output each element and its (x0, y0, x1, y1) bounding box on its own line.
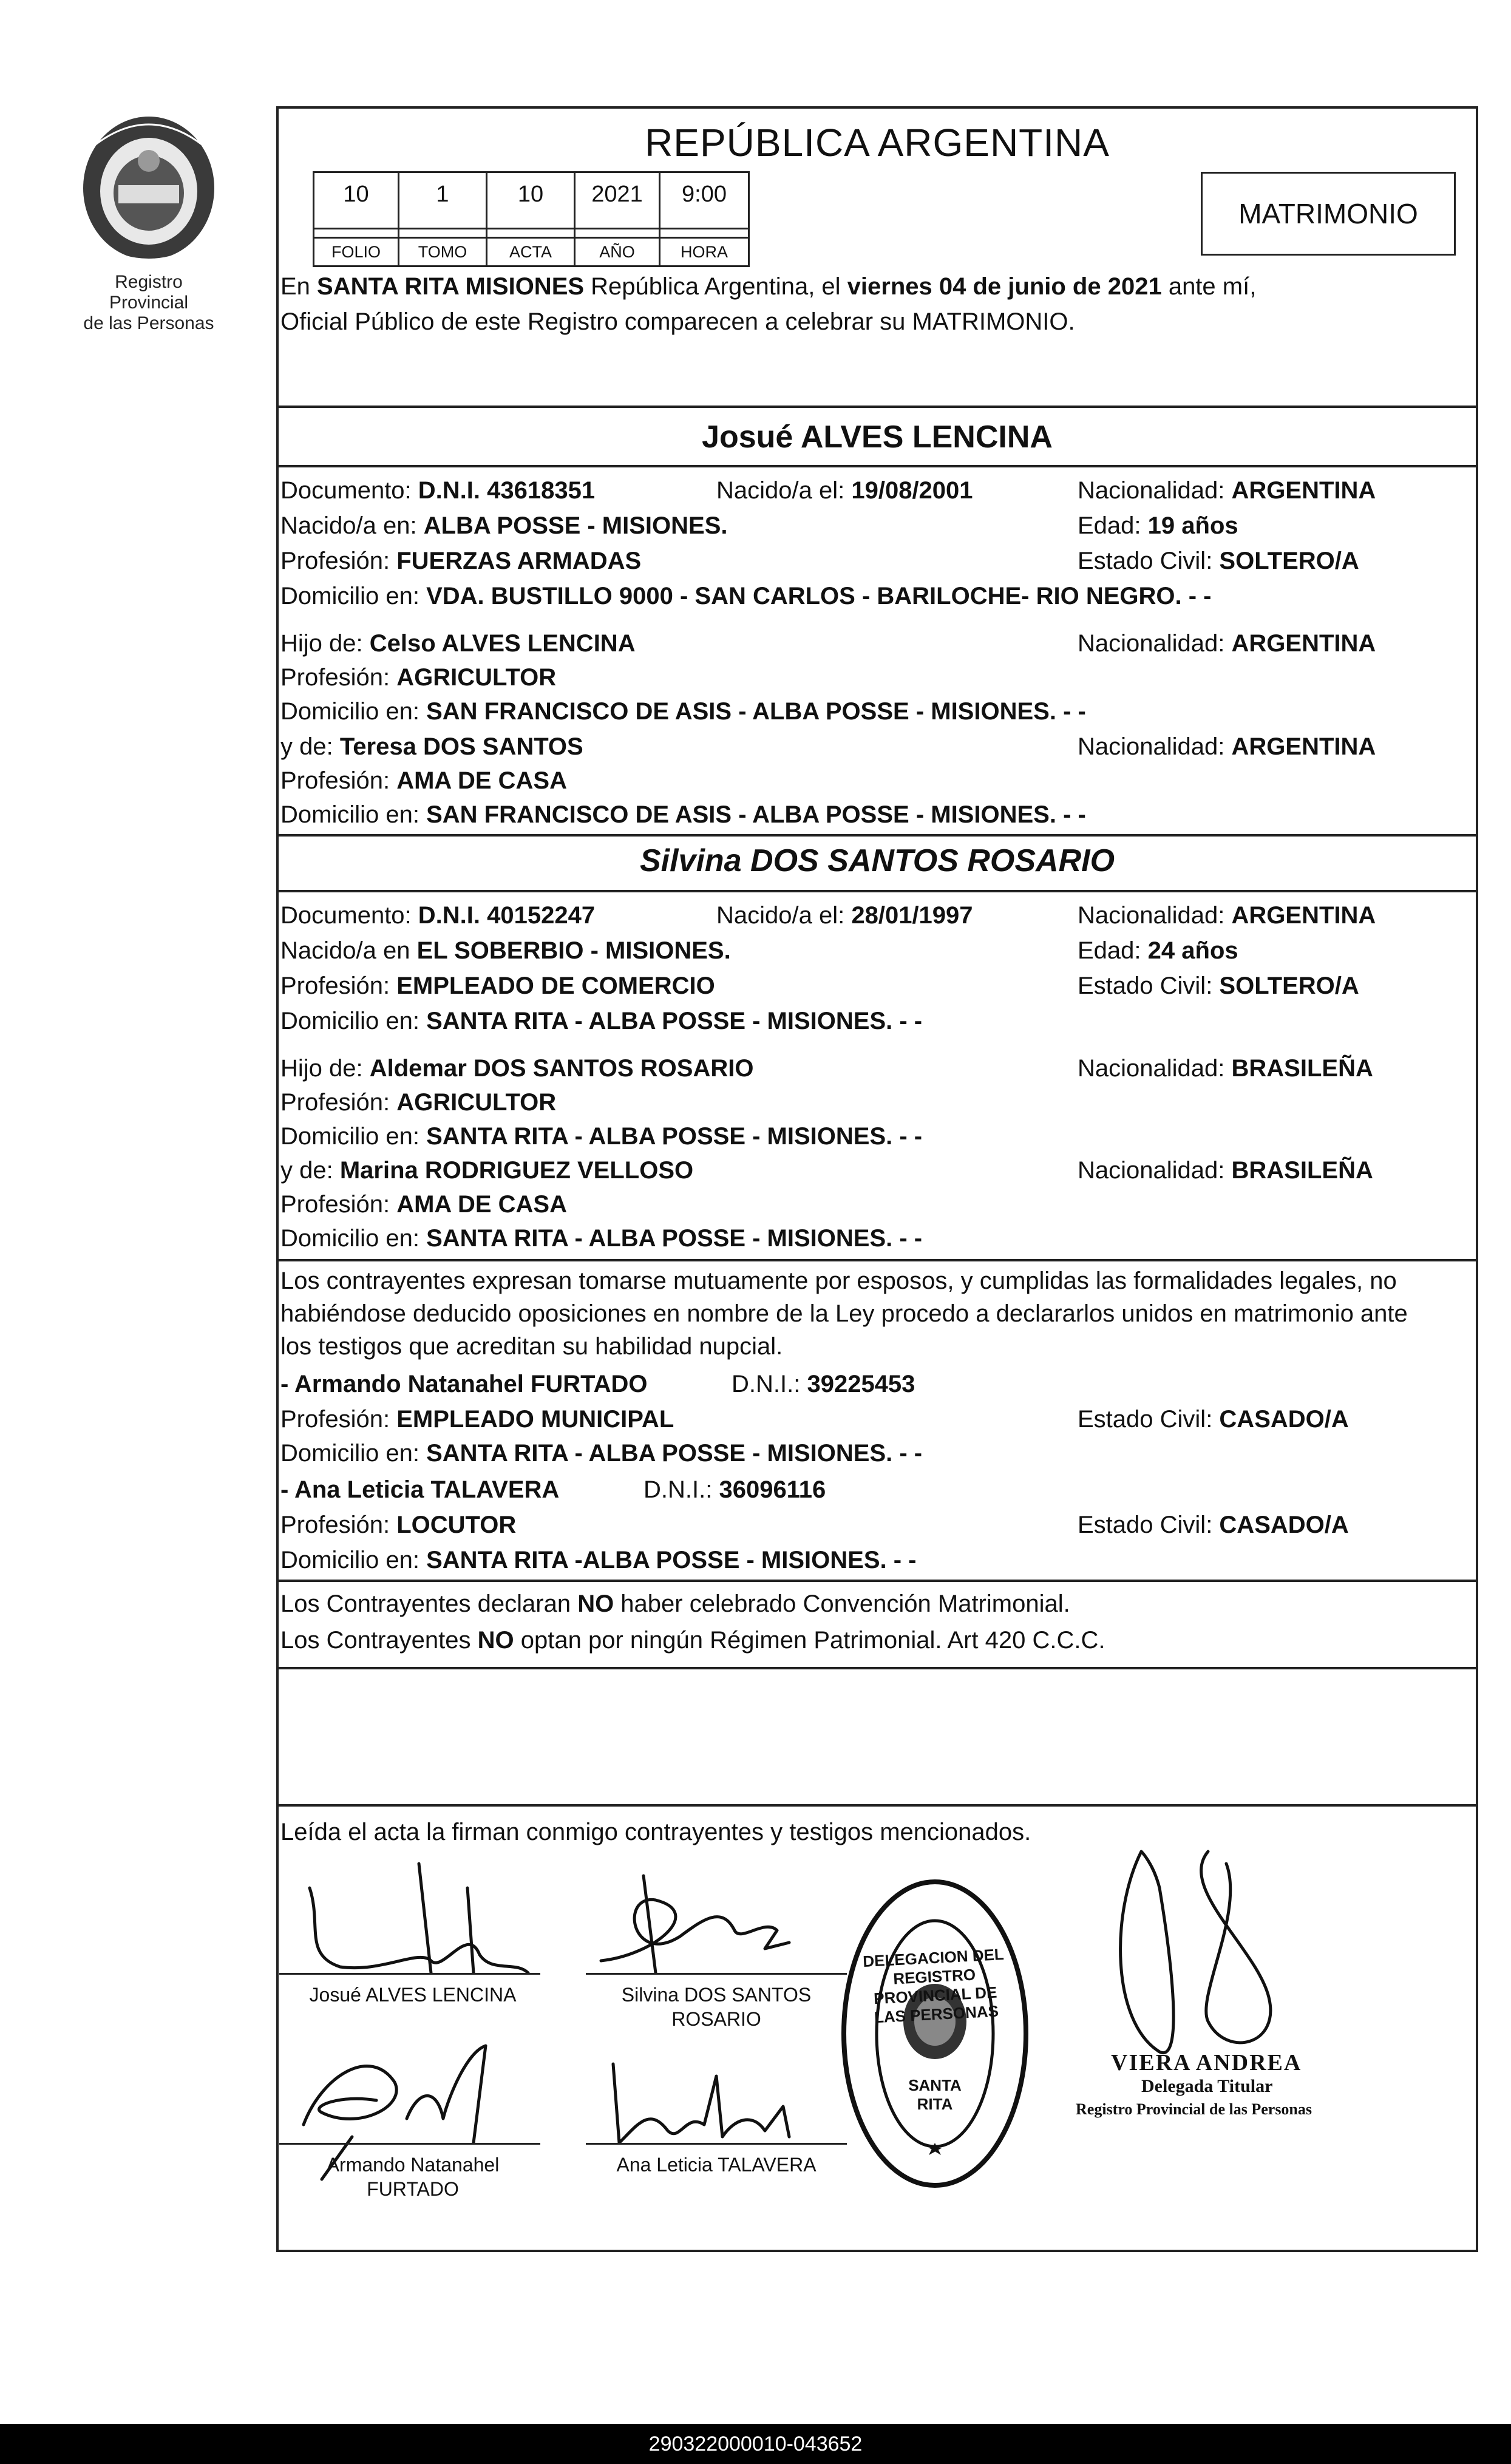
signature-spouse1-label: Josué ALVES LENCINA (309, 1984, 517, 2006)
hora-cell (660, 173, 748, 265)
spouse2-profession: Profesión: EMPLEADO DE COMERCIO (280, 972, 715, 999)
spouse2-age: Edad: 24 años (1078, 937, 1238, 964)
divider (276, 406, 1478, 408)
spouse1-document: Documento: D.N.I. 43618351 (280, 477, 596, 504)
official-role: Delegada Titular (1141, 2076, 1273, 2096)
spouse1-nationality: Nacionalidad: ARGENTINA (1078, 477, 1376, 504)
acta-cell (487, 173, 576, 265)
signature-line (586, 1973, 847, 1975)
spouse2-father-address: Domicilio en: SANTA RITA - ALBA POSSE - MISIONES. - - (280, 1123, 923, 1150)
witness2-address: Domicilio en: SANTA RITA -ALBA POSSE - MISIONES. - - (280, 1547, 917, 1573)
logo-caption-line1: Registro Provincial (109, 272, 189, 313)
logo-caption-line2: de las Personas (83, 313, 214, 333)
document-title: REPÚBLICA ARGENTINA (645, 121, 1110, 165)
spouse2-father-profession: Profesión: AGRICULTOR (280, 1089, 557, 1116)
spouse2-mother-address: Domicilio en: SANTA RITA - ALBA POSSE - MISIONES. - - (280, 1225, 923, 1252)
hora-value: 9:00 (682, 182, 727, 207)
acta-value: 10 (517, 182, 544, 207)
witness2-profession: Profesión: LOCUTOR (280, 1512, 517, 1538)
divider (276, 1580, 1478, 1582)
document-code-bar: 290322000010-043652 (0, 2424, 1511, 2464)
spouse1-father-address: Domicilio en: SAN FRANCISCO DE ASIS - ALBA POSSE - MISIONES. - - (280, 698, 1086, 725)
witness2-dni: D.N.I.: 36096116 (643, 1476, 826, 1503)
signature-spouse2-label: Silvina DOS SANTOS ROSARIO (621, 1984, 812, 2030)
logo-caption (76, 272, 222, 334)
spouse2-birthplace: Nacido/a en EL SOBERBIO - MISIONES. (280, 937, 731, 964)
acta-label: ACTA (487, 237, 574, 265)
declaration-line1: Los contrayentes expresan tomarse mutuamente por esposos, y cumplidas las formalidades legales, no (280, 1268, 1397, 1294)
spouse1-address: Domicilio en: VDA. BUSTILLO 9000 - SAN CARLOS - BARILOCHE- RIO NEGRO. - - (280, 583, 1212, 609)
witness1-address: Domicilio en: SANTA RITA - ALBA POSSE - MISIONES. - - (280, 1440, 923, 1467)
folio-label: FOLIO (314, 237, 398, 265)
signature-line (586, 2143, 847, 2145)
spouse2-civil-status: Estado Civil: SOLTERO/A (1078, 972, 1359, 999)
official-stamp (838, 1876, 1032, 2191)
spouse1-name: Josué ALVES LENCINA (702, 419, 1053, 455)
tomo-label: TOMO (399, 237, 486, 265)
spouse2-birthdate: Nacido/a el: 28/01/1997 (716, 902, 973, 929)
spouse1-birthdate: Nacido/a el: 19/08/2001 (716, 477, 973, 504)
signature-witness2-label: Ana Leticia TALAVERA (616, 2154, 817, 2176)
stamp-inner-text: SANTA RITA (908, 2076, 962, 2113)
folio-value: 10 (343, 182, 369, 207)
hora-label: HORA (660, 237, 748, 265)
signature-witness2 (583, 2052, 813, 2155)
spouse1-father-nationality: Nacionalidad: ARGENTINA (1078, 630, 1376, 657)
spouse1-profession: Profesión: FUERZAS ARMADAS (280, 548, 642, 574)
official-org: Registro Provincial de las Personas (1076, 2100, 1312, 2118)
spouse1-mother: y de: Teresa DOS SANTOS (280, 733, 583, 760)
spouse2-mother-profession: Profesión: AMA DE CASA (280, 1191, 567, 1218)
signature-official (1087, 1839, 1305, 2070)
divider (276, 465, 1478, 467)
witness1-profession: Profesión: EMPLEADO MUNICIPAL (280, 1406, 674, 1433)
declaration-line3: los testigos que acreditan su habilidad nupcial. (280, 1333, 783, 1360)
signature-spouse2 (583, 1864, 813, 1979)
certificate-type: MATRIMONIO (1201, 172, 1456, 256)
spouse2-mother-nationality: Nacionalidad: BRASILEÑA (1078, 1157, 1373, 1184)
witness1-civil-status: Estado Civil: CASADO/A (1078, 1406, 1349, 1433)
spouse1-mother-nationality: Nacionalidad: ARGENTINA (1078, 733, 1376, 760)
spouse2-father-nationality: Nacionalidad: BRASILEÑA (1078, 1055, 1373, 1082)
spouse2-nationality: Nacionalidad: ARGENTINA (1078, 902, 1376, 929)
registry-logo (76, 109, 222, 334)
spouse2-father: Hijo de: Aldemar DOS SANTOS ROSARIO (280, 1055, 754, 1082)
divider (276, 890, 1478, 892)
spouse1-age: Edad: 19 años (1078, 512, 1238, 539)
witness1-dni: D.N.I.: 39225453 (732, 1371, 915, 1397)
spouse1-father: Hijo de: Celso ALVES LENCINA (280, 630, 636, 657)
spouse1-birthplace: Nacido/a en: ALBA POSSE - MISIONES. (280, 512, 728, 539)
record-data-box (313, 171, 750, 267)
spouse2-mother: y de: Marina RODRIGUEZ VELLOSO (280, 1157, 694, 1184)
anio-label: AÑO (576, 237, 659, 265)
witness2-name: - Ana Leticia TALAVERA (280, 1476, 560, 1503)
tomo-cell (399, 173, 487, 265)
intro-line1: En SANTA RITA MISIONES República Argentina, el viernes 04 de junio de 2021 ante mí, (280, 273, 1257, 300)
official-name: VIERA ANDREA (1111, 2050, 1302, 2075)
signature-witness1-label: Armando Natanahel FURTADO (326, 2154, 500, 2200)
signature-spouse1 (285, 1851, 540, 1991)
divider (276, 1259, 1478, 1261)
province-seal-icon (76, 109, 222, 267)
convention-line1: Los Contrayentes declaran NO haber celebrado Convención Matrimonial. (280, 1590, 1070, 1617)
convention-line2: Los Contrayentes NO optan por ningún Régimen Patrimonial. Art 420 C.C.C. (280, 1627, 1105, 1654)
witness1-name: - Armando Natanahel FURTADO (280, 1371, 648, 1397)
intro-line2: Oficial Público de este Registro comparecen a celebrar su MATRIMONIO. (280, 308, 1075, 335)
spouse2-address: Domicilio en: SANTA RITA - ALBA POSSE - MISIONES. - - (280, 1008, 923, 1034)
spouse2-name: Silvina DOS SANTOS ROSARIO (639, 843, 1115, 878)
closing-statement: Leída el acta la firman conmigo contrayentes y testigos mencionados. (280, 1819, 1031, 1845)
signature-line (279, 1973, 540, 1975)
anio-cell (576, 173, 660, 265)
tomo-value: 1 (436, 182, 449, 207)
witness2-civil-status: Estado Civil: CASADO/A (1078, 1512, 1349, 1538)
anio-value: 2021 (591, 182, 643, 207)
divider (276, 1804, 1478, 1807)
spouse1-mother-address: Domicilio en: SAN FRANCISCO DE ASIS - ALBA POSSE - MISIONES. - - (280, 801, 1086, 828)
divider (276, 1667, 1478, 1669)
stamp-seal-icon (838, 1876, 1032, 2191)
signature-line (279, 2143, 540, 2145)
spouse1-civil-status: Estado Civil: SOLTERO/A (1078, 548, 1359, 574)
spouse1-father-profession: Profesión: AGRICULTOR (280, 664, 557, 691)
spouse2-document: Documento: D.N.I. 40152247 (280, 902, 596, 929)
folio-cell (314, 173, 399, 265)
divider (276, 834, 1478, 837)
stamp-ring-text: DELEGACION DEL REGISTRO PROVINCIAL DE LAS PERSONAS (862, 1944, 1005, 2027)
declaration-line2: habiéndose deducido oposiciones en nombre de la Ley procedo a declararlos unidos en matrimonio ante (280, 1300, 1408, 1327)
spouse1-mother-profession: Profesión: AMA DE CASA (280, 767, 567, 794)
